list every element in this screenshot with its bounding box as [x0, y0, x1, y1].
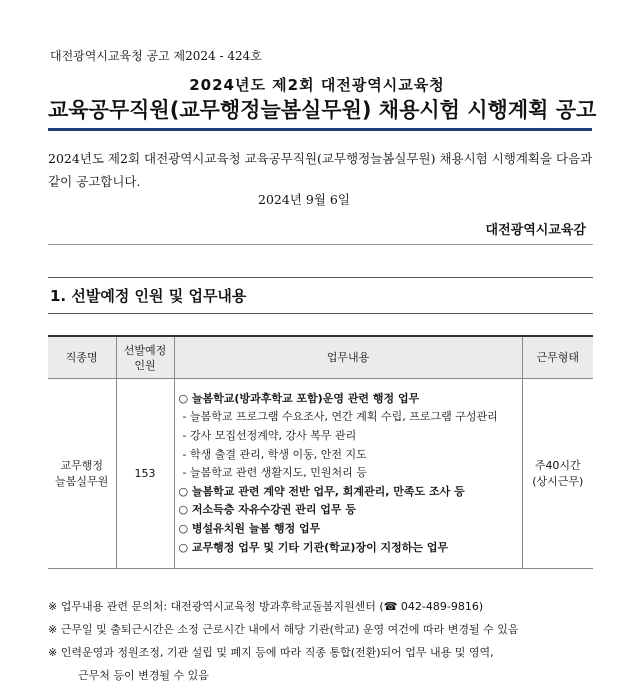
cell-count: 153 [116, 379, 174, 569]
notice-number: 대전광역시교육청 공고 제2024 - 424호 [50, 49, 262, 63]
header-duties: 업무내용 [174, 336, 522, 379]
intro-text: 2024년도 제2회 대전광역시교육청 교육공무직원(교무행정늘봄실무원) 채용시험 시행계획을 다음과 같이 공고합니다. [48, 151, 593, 189]
note-change: ※ 인력운영과 정원조정, 기관 설립 및 폐지 등에 따라 직종 통합(전환)되어 업무 내용 및 영역, [48, 646, 494, 659]
divider-top [48, 244, 593, 245]
cell-position: 교무행정 늘봄실무원 [48, 379, 116, 569]
note-hours: ※ 근무일 및 출퇴근시간은 소정 근로시간 내에서 해당 기관(학교) 운영 여건에 따라 변경될 수 있음 [48, 623, 519, 636]
header-count: 선발예정 인원 [116, 336, 174, 379]
duty-item: ○ 저소득층 자유수강권 관리 업무 등 [178, 503, 357, 517]
section-rule-top [48, 277, 593, 278]
header-position: 직종명 [48, 336, 116, 379]
duty-item: ○ 늘봄학교(방과후학교 포함)운영 관련 행정 업무 [178, 391, 420, 405]
duty-item: - 강사 모집선정계약, 강사 복무 관리 [182, 429, 357, 443]
cell-work-type: 주40시간 (상시근무) [522, 379, 593, 569]
issuer: 대전광역시교육감 [485, 223, 586, 238]
table-header-row [48, 336, 593, 379]
job-table [48, 335, 593, 569]
duty-item: ○ 교무행정 업무 및 기타 기관(학교)장이 지정하는 업무 [178, 540, 449, 554]
duty-item: - 학생 출결 관리, 학생 이동, 안전 지도 [182, 447, 367, 461]
note-contact: ※ 업무내용 관련 문의처: 대전광역시교육청 방과후학교돌봄지원센터 (☎ 042-489-9816) [48, 600, 484, 613]
duty-item: ○ 늘봄학교 관련 계약 전반 업무, 회계관리, 만족도 조사 등 [178, 484, 465, 498]
page-title: 교육공무직원(교무행정늘봄실무원) 채용시험 시행계획 공고 [48, 94, 592, 131]
title-line-1: 2024년도 제2회 대전광역시교육청 [189, 76, 445, 94]
section-rule-bottom [48, 313, 593, 314]
section-title: 1. 선발예정 인원 및 업무내용 [50, 287, 247, 305]
duty-item: - 늘봄학교 프로그램 수요조사, 연간 계획 수립, 프로그램 구성관리 [182, 410, 498, 424]
notes [48, 595, 608, 687]
duty-item: - 늘봄학교 관련 생활지도, 민원처리 등 [182, 466, 367, 480]
note-change-cont: 근무처 등이 변경될 수 있음 [78, 669, 209, 682]
notice-date: 2024년 9월 6일 [258, 192, 350, 207]
table-row [48, 379, 593, 569]
cell-duties [174, 379, 522, 569]
duty-item: ○ 병설유치원 늘봄 행정 업무 [178, 521, 321, 535]
header-work-type: 근무형태 [522, 336, 593, 379]
